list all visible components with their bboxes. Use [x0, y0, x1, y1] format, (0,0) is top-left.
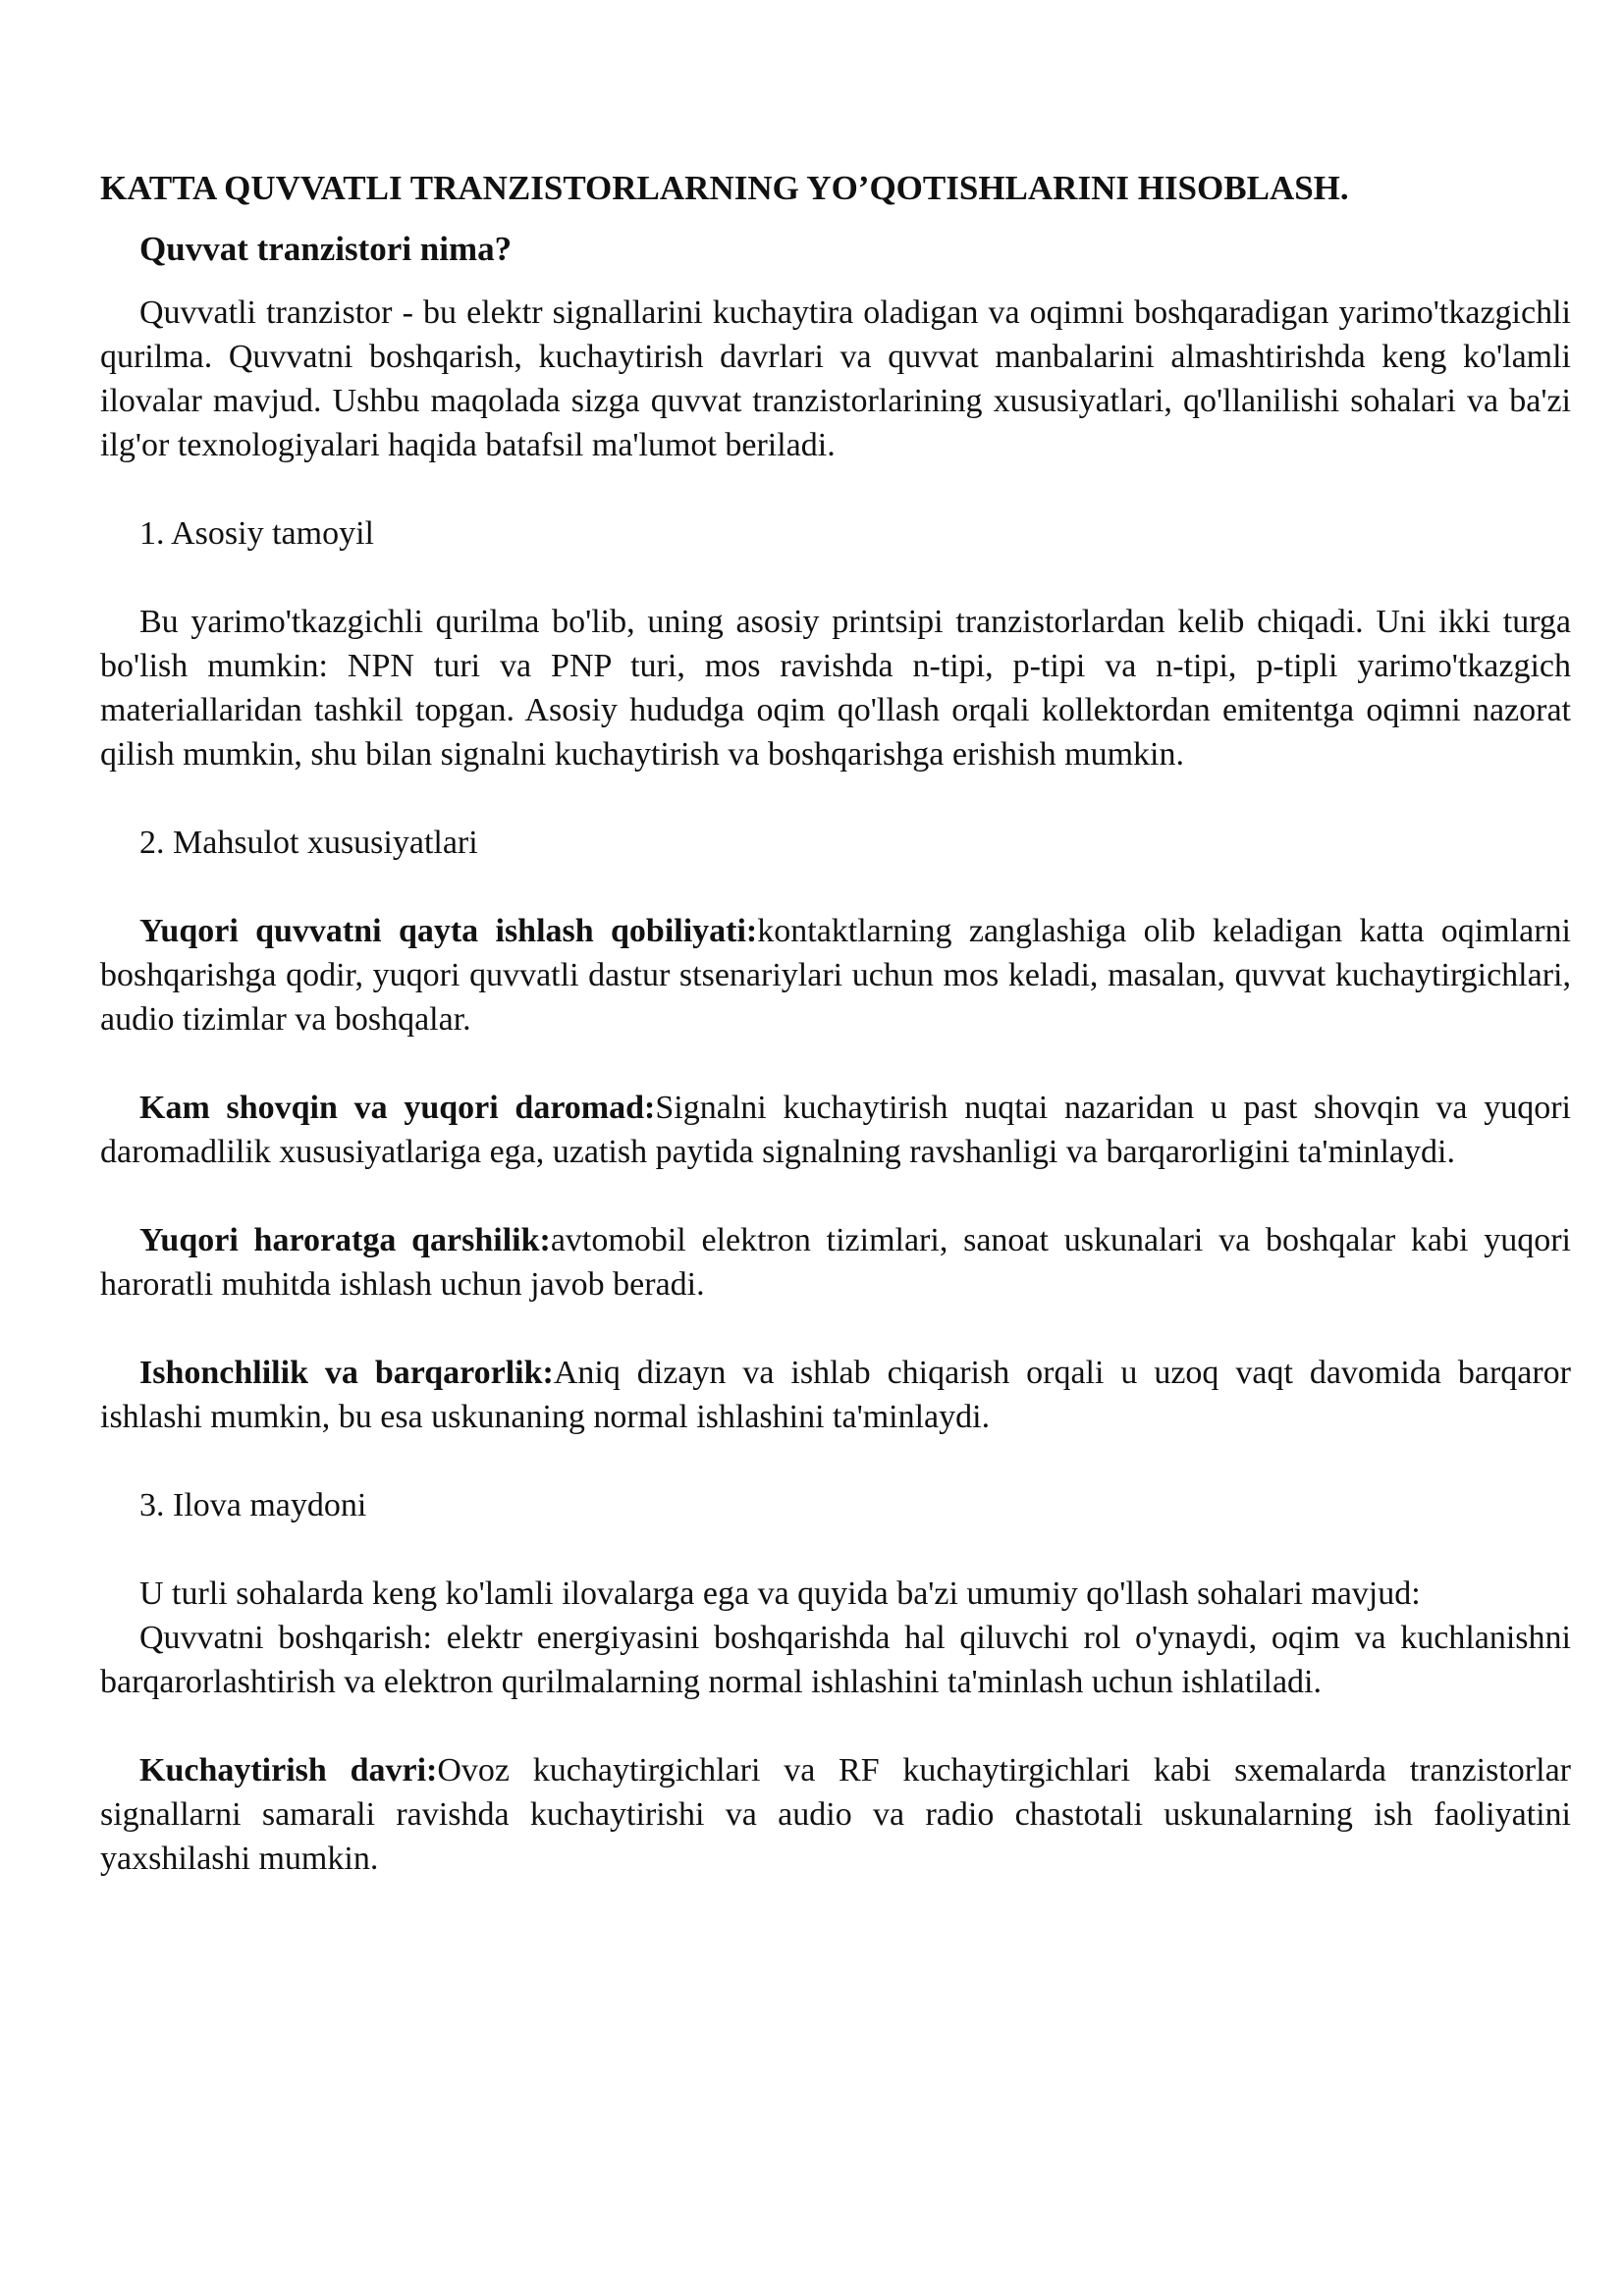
document-page: [100, 165, 1571, 1881]
feature-label: Kam shovqin va yuqori daromad:: [139, 1090, 656, 1126]
amplifier-text: Ovoz kuchaytirgichlari va RF kuchaytirgichlari kabi sxemalarda tranzistorlar signallarni samarali ravishda kuchaytirishi va audio va radio chastotali uskunalarning ish faoliyatini yaxshilashi mumkin.: [100, 1752, 1571, 1877]
document-title: KATTA QUVVATLI TRANZISTORLARNING YO’QOTISHLARINI HISOBLASH.: [100, 169, 1349, 207]
intro-paragraph: Quvvatli tranzistor - bu elektr signallarini kuchaytira oladigan va oqimni boshqaradigan yarimo'tkazgichli qurilma. Quvvatni boshqarish, kuchaytirish davrlari va quvvat manbalarini almashtirishda keng ko'lamli ilovalar mavjud. Ushbu maqolada sizga quvvat tranzistorlarining xususiyatlari, qo'llanilishi sohalari va ba'zi ilg'or texnologiyalari haqida batafsil ma'lumot beriladi.: [100, 294, 1571, 463]
section-heading-2: 2. Mahsulot xususiyatlari: [139, 825, 478, 861]
power-control-paragraph: Quvvatni boshqarish: elektr energiyasini boshqarishda hal qiluvchi rol o'ynaydi, oqim va kuchlanishni barqarorlashtirish va elektron qurilmalarning normal ishlashini ta'minlash uchun ishlatiladi.: [100, 1620, 1571, 1700]
feature-text: Aniq dizayn va ishlab chiqarish orqali u uzoq vaqt davomida barqaror ishlashi mumkin, bu esa uskunaning normal ishlashini ta'minlaydi.: [100, 1355, 1572, 1435]
feature-text: avtomobil elektron tizimlari, sanoat uskunalari va boshqalar kabi yuqori haroratli muhitda ishlash uchun javob beradi.: [100, 1222, 1571, 1303]
feature-paragraph: [100, 1218, 1571, 1307]
feature-paragraph: [100, 909, 1571, 1041]
subtitle: Quvvat tranzistori nima?: [139, 230, 513, 268]
section-3-intro: U turli sohalarda keng ko'lamli ilovalarga ega va quyida ba'zi umumiy qo'llash sohalari mavjud:: [139, 1575, 1421, 1612]
feature-paragraph: [100, 1086, 1571, 1174]
feature-text: kontaktlarning zanglashiga olib keladigan katta oqimlarni boshqarishga qodir, yuqori quvvatli dastur stsenariylari uchun mos keladi, masalan, quvvat kuchaytirgichlari, audio tizimlar va boshqalar.: [100, 913, 1571, 1038]
section-1-paragraph: Bu yarimo'tkazgichli qurilma bo'lib, uning asosiy printsipi tranzistorlardan kelib chiqadi. Uni ikki turga bo'lish mumkin: NPN turi va PNP turi, mos ravishda n-tipi, p-tipi va n-tipi, p-tipli yarimo'tkazgich materiallaridan tashkil topgan. Asosiy hududga oqim qo'llash orqali kollektordan emitentga oqimni nazorat qilish mumkin, shu bilan signalni kuchaytirish va boshqarishga erishish mumkin.: [100, 604, 1571, 773]
amplifier-paragraph: [100, 1748, 1571, 1881]
amplifier-label: Kuchaytirish davri:: [139, 1752, 438, 1789]
feature-paragraph: [100, 1351, 1571, 1439]
feature-label: Yuqori haroratga qarshilik:: [139, 1222, 551, 1258]
feature-text: Signalni kuchaytirish nuqtai nazaridan u past shovqin va yuqori daromadlilik xususiyatlariga ega, uzatish paytida signalning ravshanligi va barqarorligini ta'minlaydi.: [100, 1090, 1572, 1170]
section-heading-3: 3. Ilova maydoni: [139, 1487, 367, 1523]
feature-label: Yuqori quvvatni qayta ishlash qobiliyati:: [139, 913, 758, 949]
section-heading-1: 1. Asosiy tamoyil: [139, 515, 374, 552]
feature-label: Ishonchlilik va barqarorlik:: [139, 1355, 554, 1391]
